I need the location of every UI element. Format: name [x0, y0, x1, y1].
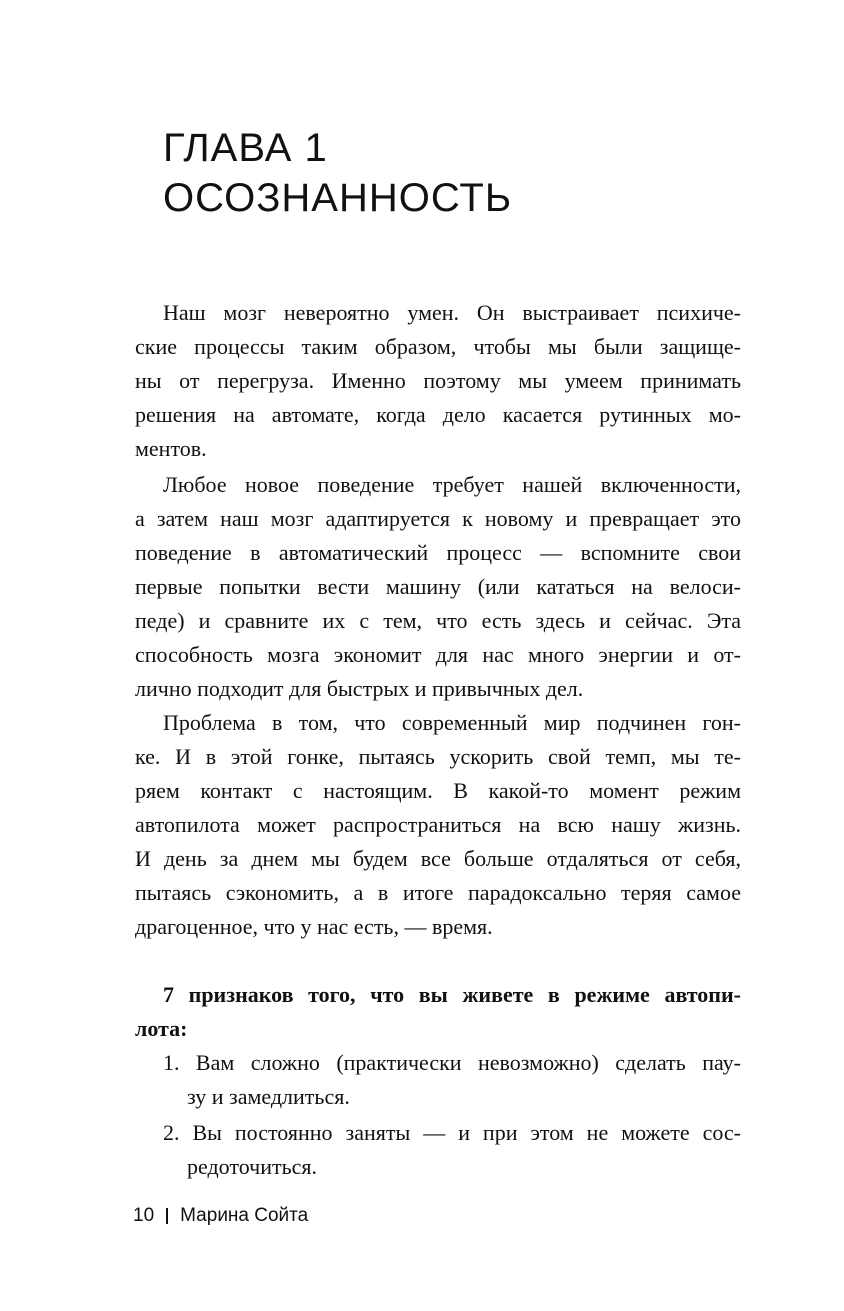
text-line: ские процессы таким образом, чтобы мы были защище-: [135, 334, 741, 359]
text-line: педе) и сравните их с тем, что есть здесь и сейчас. Эта: [135, 608, 741, 633]
list-item-line: зу и замедлиться.: [187, 1084, 350, 1109]
text-line: драгоценное, что у нас есть, — время.: [135, 914, 493, 939]
text-line: поведение в автоматический процесс — вспомните свои: [135, 540, 741, 565]
text-line: Любое новое поведение требует нашей включенности,: [163, 472, 741, 497]
author-name: Марина Сойта: [180, 1205, 309, 1226]
list-item-line: 2. Вы постоянно заняты — и при этом не можете сос-: [163, 1120, 741, 1145]
page-footer: [133, 1204, 308, 1228]
text-line: ментов.: [135, 436, 207, 461]
text-line: первые попытки вести машину (или кататься на велоси-: [135, 574, 741, 599]
paragraph-3: [135, 706, 741, 944]
text-line: ряем контакт с настоящим. В какой-то момент режим: [135, 778, 741, 803]
chapter-number: ГЛАВА 1: [163, 126, 328, 170]
text-line: способность мозга экономит для нас много энергии и от-: [135, 642, 741, 667]
text-line: лично подходит для быстрых и привычных дел.: [135, 676, 584, 701]
text-line: И день за днем мы будем все больше отдаляться от себя,: [135, 846, 741, 871]
signs-heading: [135, 978, 741, 1046]
list-item: [135, 1046, 741, 1114]
text-line: автопилота может распространиться на всю нашу жизнь.: [135, 812, 741, 837]
text-line: Наш мозг невероятно умен. Он выстраивает психиче-: [163, 300, 741, 325]
text-line: пытаясь сэкономить, а в итоге парадоксально теряя самое: [135, 880, 741, 905]
signs-heading-line: лота:: [135, 1016, 188, 1041]
signs-heading-line: 7 признаков того, что вы живете в режиме автопи-: [163, 982, 741, 1007]
chapter-title: ОСОЗНАННОСТЬ: [163, 176, 513, 220]
chapter-heading: [163, 123, 783, 223]
text-line: Проблема в том, что современный мир подчинен гон-: [163, 710, 741, 735]
footer-separator: [166, 1208, 168, 1224]
text-line: решения на автомате, когда дело касается рутинных мо-: [135, 402, 741, 427]
list-item-line: 1. Вам сложно (практически невозможно) сделать пау-: [163, 1050, 741, 1075]
page-number: 10: [133, 1205, 155, 1226]
paragraph-2: [135, 468, 741, 706]
text-line: а затем наш мозг адаптируется к новому и превращает это: [135, 506, 741, 531]
paragraph-1: [135, 296, 741, 466]
list-item: [135, 1116, 741, 1184]
list-item-line: редоточиться.: [187, 1154, 318, 1179]
signs-list: [135, 1046, 741, 1186]
text-line: ке. И в этой гонке, пытаясь ускорить свой темп, мы те-: [135, 744, 741, 769]
text-line: ны от перегруза. Именно поэтому мы умеем принимать: [135, 368, 741, 393]
